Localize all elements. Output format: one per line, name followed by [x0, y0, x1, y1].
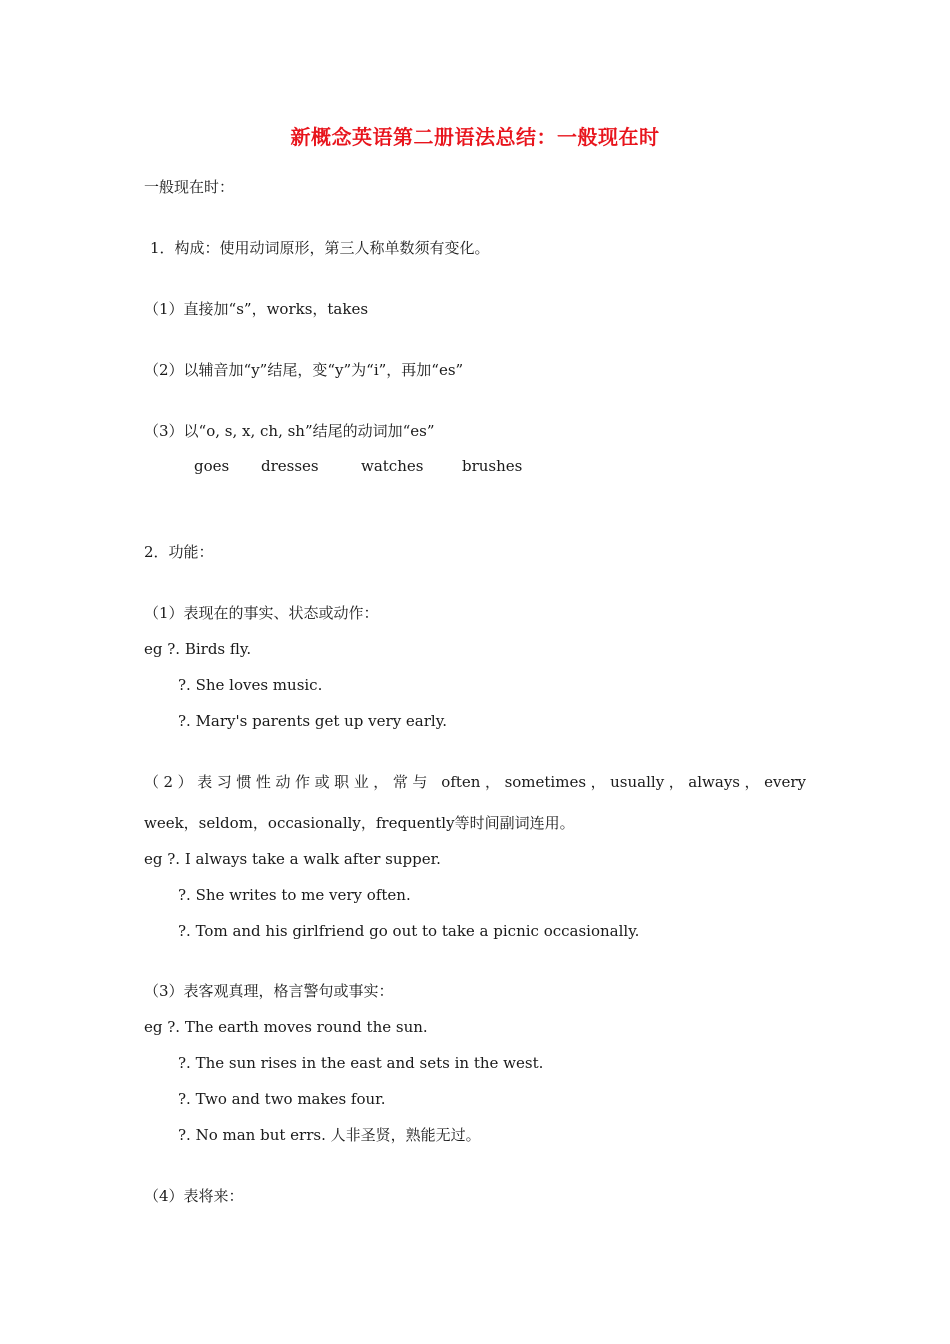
- example-sentence: ?. Mary's parents get up very early.: [178, 712, 447, 730]
- example-sentence: eg ?. The earth moves round the sun.: [144, 1018, 428, 1036]
- example-sentence: ?. She loves music.: [178, 676, 323, 694]
- rule-3: （3）以“o, s, x, ch, sh”结尾的动词加“es”: [144, 422, 435, 440]
- section2-heading: 2．功能：: [144, 543, 214, 561]
- use-3-label: （3）表客观真理，格言警句或事实：: [144, 982, 394, 1000]
- use-2-label-line1: （2）表习惯性动作或职业，常与 often，sometimes，usually，always，every: [144, 773, 806, 791]
- example-sentence: eg ?. Birds fly.: [144, 640, 252, 658]
- example-word: brushes: [462, 457, 523, 475]
- rule-2: （2）以辅音加“y”结尾，变“y”为“i”，再加“es”: [144, 361, 464, 379]
- example-words: [0, 456, 950, 476]
- example-sentence: ?. The sun rises in the east and sets in the west.: [178, 1054, 544, 1072]
- example-word: watches: [361, 457, 424, 475]
- use-4-label: （4）表将来：: [144, 1187, 244, 1205]
- example-sentence: eg ?. I always take a walk after supper.: [144, 850, 441, 868]
- example-sentence: ?. Tom and his girlfriend go out to take a picnic occasionally.: [178, 922, 640, 940]
- use-2-label-line2: week，seldom，occasionally，frequently等时间副词连用。: [144, 814, 575, 832]
- rule-1: （1）直接加“s”，works，takes: [144, 300, 369, 318]
- document-title: 新概念英语第二册语法总结：一般现在时: [290, 125, 660, 149]
- example-word: goes: [194, 457, 230, 475]
- example-word: dresses: [261, 457, 319, 475]
- example-sentence: ?. Two and two makes four.: [178, 1090, 386, 1108]
- example-sentence: ?. She writes to me very often.: [178, 886, 411, 904]
- example-sentence: ?. No man but errs. 人非圣贤，熟能无过。: [178, 1126, 481, 1144]
- intro-text: 一般现在时：: [144, 178, 235, 196]
- use-1-label: （1）表现在的事实、状态或动作：: [144, 604, 379, 622]
- section1-heading: 1．构成：使用动词原形，第三人称单数须有变化。: [150, 239, 490, 257]
